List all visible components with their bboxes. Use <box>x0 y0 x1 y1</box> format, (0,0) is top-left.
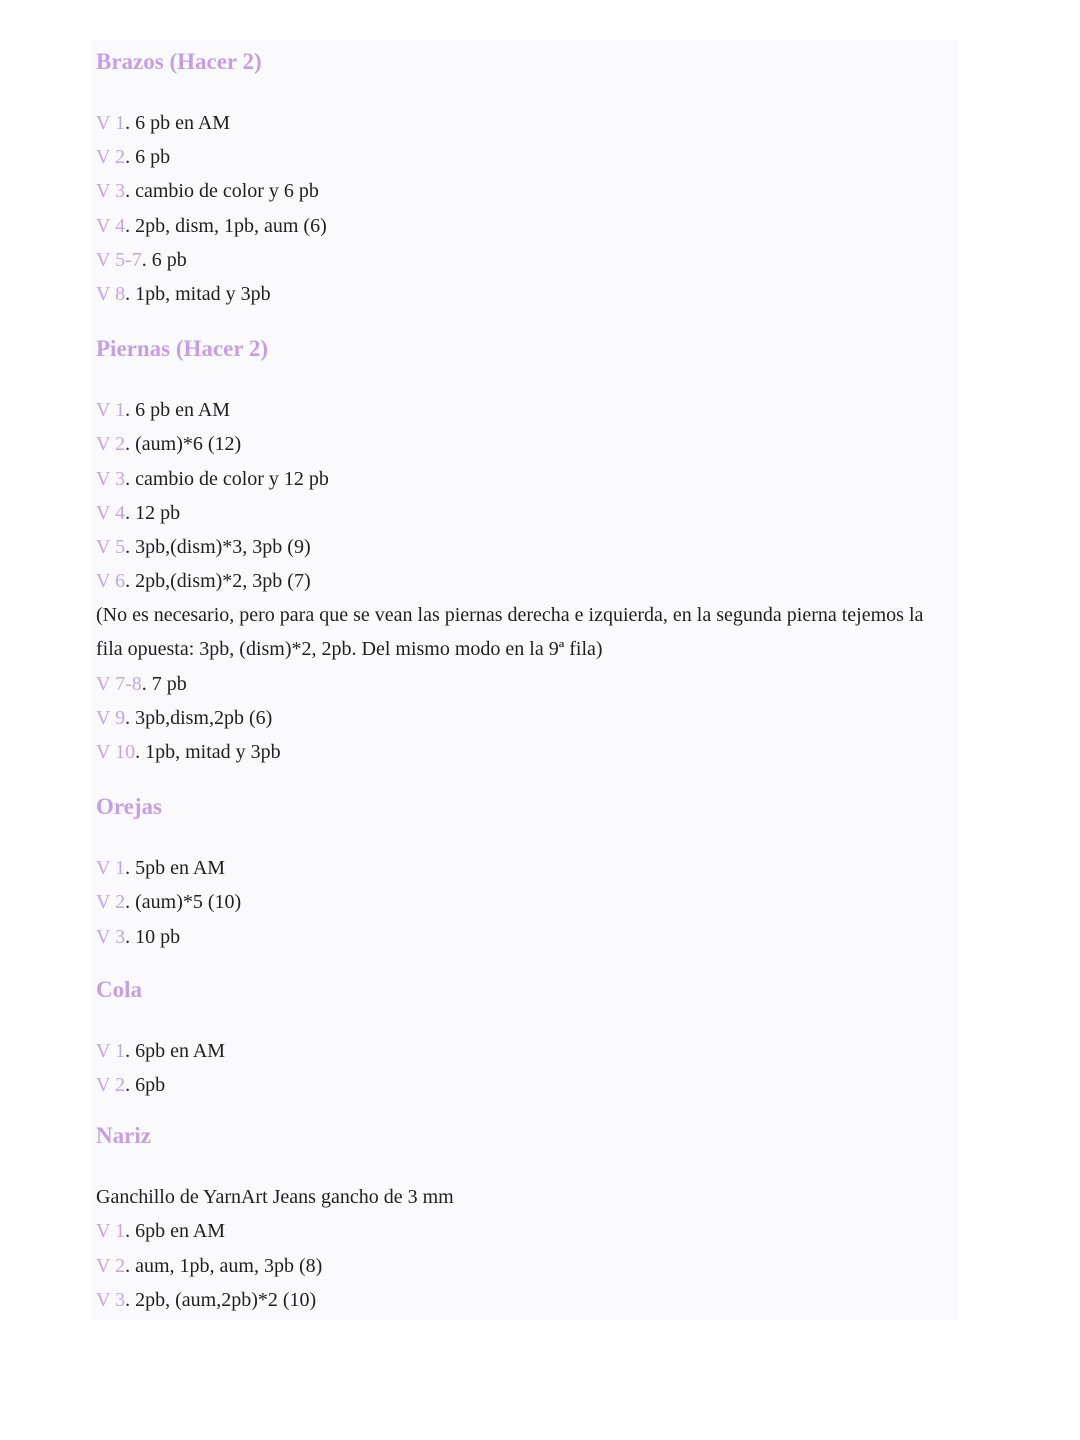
section-title: Nariz <box>96 1123 151 1149</box>
row <box>96 667 948 701</box>
row-label: V 10 <box>96 741 136 764</box>
note-paragraph: (No es necesario, pero para que se vean las piernas derecha e izquierda, en la segunda pierna tejemos la fila opuesta: 3pb, (dism)*2, 2pb. Del mismo modo en la 9ª fila) <box>96 604 924 661</box>
row-text: . 2pb, dism, 1pb, aum (6) <box>125 214 327 237</box>
row <box>96 462 948 496</box>
row-label: V 1 <box>96 857 126 880</box>
row-label: V 1 <box>96 399 126 422</box>
row-text: . 1pb, mitad y 3pb <box>135 741 281 764</box>
row-label: V 1 <box>96 1220 126 1243</box>
section-cola <box>96 972 948 1102</box>
row-label: V 9 <box>96 706 126 729</box>
row-text: . 5pb en AM <box>125 857 226 880</box>
row-text: . cambio de color y 6 pb <box>125 180 319 203</box>
row <box>96 243 948 277</box>
row-text: . 2pb, (aum,2pb)*2 (10) <box>125 1288 317 1311</box>
row <box>96 106 948 140</box>
row <box>96 277 948 311</box>
intro-text: Ganchillo de YarnArt Jeans gancho de 3 mm <box>96 1186 454 1209</box>
row-text: . aum, 1pb, aum, 3pb (8) <box>125 1254 323 1277</box>
section-title: Brazos (Hacer 2) <box>96 49 262 74</box>
row-text: . 6 pb <box>125 146 171 169</box>
row <box>96 851 948 885</box>
row <box>96 530 948 564</box>
row-label: V 7-8 <box>96 672 142 695</box>
row <box>96 564 948 598</box>
row <box>96 920 948 954</box>
document-page <box>92 40 958 1320</box>
row-text: . 6pb <box>125 1073 166 1096</box>
section-orejas <box>96 789 948 954</box>
row-text: . (aum)*5 (10) <box>125 891 242 914</box>
row <box>96 140 948 174</box>
row <box>96 496 948 530</box>
row-label: V 3 <box>96 467 126 490</box>
section-title: Orejas <box>96 794 163 820</box>
row <box>96 1283 948 1317</box>
row-text: . (aum)*6 (12) <box>125 433 242 456</box>
row <box>96 1214 948 1248</box>
row-label: V 1 <box>96 1039 126 1062</box>
row <box>96 427 948 461</box>
row-text: . 10 pb <box>125 925 181 948</box>
row-label: V 8 <box>96 282 126 305</box>
row-label: V 2 <box>96 1254 126 1277</box>
row-label: V 2 <box>96 1073 126 1096</box>
row-label: V 2 <box>96 146 126 169</box>
row-label: V 5-7 <box>96 248 142 271</box>
row-text: . 3pb,dism,2pb (6) <box>125 706 273 729</box>
row-text: . 12 pb <box>125 501 181 524</box>
row-text: . 6 pb en AM <box>125 399 231 422</box>
row <box>96 701 948 735</box>
section-nariz <box>96 1118 948 1317</box>
row-label: V 3 <box>96 1288 126 1311</box>
row-text: . 6 pb en AM <box>125 112 231 134</box>
row <box>96 885 948 919</box>
row-text: . 6pb en AM <box>125 1039 226 1062</box>
row-label: V 2 <box>96 891 126 914</box>
row-label: V 3 <box>96 925 126 948</box>
section-brazos <box>96 44 948 311</box>
section-title: Cola <box>96 976 142 1002</box>
section-title: Piernas (Hacer 2) <box>96 336 269 362</box>
row-text: . 2pb,(dism)*2, 3pb (7) <box>125 570 311 593</box>
row-label: V 6 <box>96 570 126 593</box>
section-piernas <box>96 331 948 769</box>
row-text: . 6pb en AM <box>125 1220 226 1243</box>
row-label: V 5 <box>96 535 126 558</box>
row-text: . cambio de color y 12 pb <box>125 467 329 490</box>
row-label: V 4 <box>96 501 126 524</box>
row-label: V 2 <box>96 433 126 456</box>
row-text: . 3pb,(dism)*3, 3pb (9) <box>125 535 311 558</box>
row <box>96 1249 948 1283</box>
row-label: V 1 <box>96 112 126 134</box>
row-text: . 6 pb <box>141 248 187 271</box>
row-text: . 7 pb <box>141 672 187 695</box>
row-label: V 3 <box>96 180 126 203</box>
row <box>96 174 948 208</box>
row <box>96 735 948 769</box>
row <box>96 209 948 243</box>
row-text: . 1pb, mitad y 3pb <box>125 282 271 305</box>
row-label: V 4 <box>96 214 126 237</box>
row <box>96 393 948 427</box>
row <box>96 1068 948 1102</box>
row <box>96 1034 948 1068</box>
